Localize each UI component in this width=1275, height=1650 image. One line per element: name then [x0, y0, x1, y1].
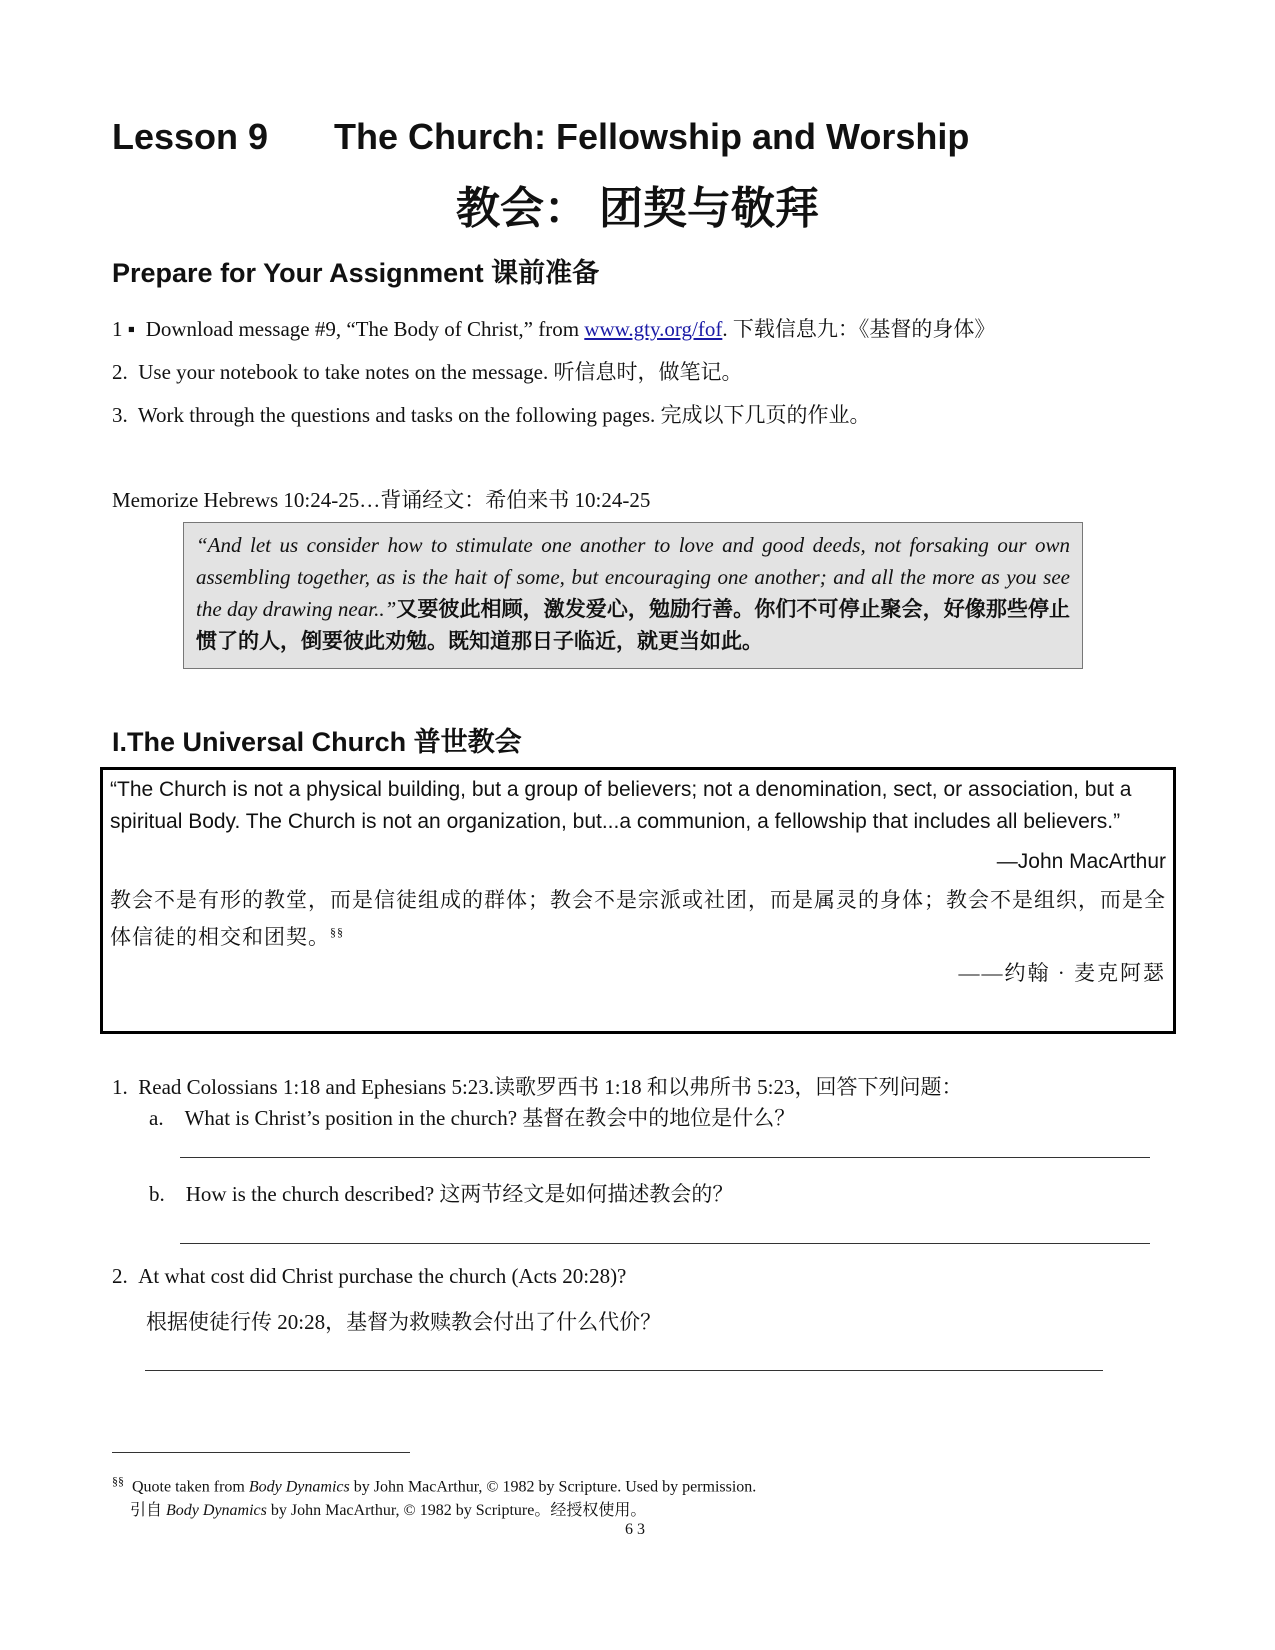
question-text: Read Colossians 1:18 and Ephesians 5:23.读歌罗西书 1:18 和以弗所书 5:23，回答下列问题： [138, 1075, 963, 1099]
question-1 [112, 1071, 962, 1101]
answer-line-1b[interactable] [180, 1243, 1150, 1244]
item-text: Download message #9, “The Body of Christ,” from [145, 317, 585, 341]
quote-author-en: —John MacArthur [996, 850, 1166, 873]
sub-letter: b. [149, 1182, 165, 1206]
question-text: At what cost did Christ purchase the church (Acts 20:28)? [138, 1264, 627, 1288]
prepare-item-2 [112, 356, 743, 386]
sub-letter: a. [149, 1106, 164, 1130]
footnote-mark: §§ [112, 1474, 124, 1488]
prepare-item-1 [112, 313, 995, 343]
lesson-title: The Church: Fellowship and Worship [334, 116, 970, 157]
quote-author-zh: ——约翰 · 麦克阿瑟 [958, 961, 1166, 985]
footnote-book: Body Dynamics [166, 1502, 267, 1519]
quote-zh-text: 教会不是有形的教堂，而是信徒组成的群体；教会不是宗派或社团，而是属灵的身体；教会不是组织，而是全体信徒的相交和团契。 [110, 888, 1166, 949]
item-number: 2. [112, 360, 128, 384]
verse-en: “And let us consider how to stimulate one another to love and good deeds, not forsaking our own assembling together, as is the hait of some, but encouraging one another; and all the more as you see the day drawing near..” [196, 533, 1070, 621]
prepare-heading: Prepare for Your Assignment 课前准备 [112, 258, 600, 288]
item-number: 3. [112, 403, 128, 427]
macarthur-quote-box [100, 767, 1176, 1034]
footnote-text: 引自 [130, 1502, 167, 1519]
footnote-line-1 [112, 1474, 756, 1496]
question-2 [112, 1264, 626, 1289]
quote-zh [110, 884, 1166, 953]
quote-en: “The Church is not a physical building, but a group of believers; not a denomination, sect, or association, but a spiritual Body. The Church is not an organization, but...a communion, a fellowship that includes all believers.” [110, 778, 1132, 833]
sub-text: How is the church described? 这两节经文是如何描述教会的？ [185, 1182, 734, 1206]
footnote-book: Body Dynamics [248, 1478, 350, 1496]
question-2-zh: 根据使徒行传 20:28，基督为救赎教会付出了什么代价？ [146, 1310, 662, 1334]
gty-link[interactable]: www.gty.org/fof [584, 317, 723, 341]
lesson-title-zh: 教会： 团契与敬拜 [456, 184, 819, 233]
footnote-text: by John MacArthur, © 1982 by Scripture. Used by permission. [349, 1478, 757, 1496]
footnote-text: Quote taken from [132, 1478, 249, 1496]
prepare-item-3 [112, 399, 871, 429]
item-text: Use your notebook to take notes on the message. 听信息时，做笔记。 [138, 360, 743, 384]
sub-text: What is Christ’s position in the church? 基督在教会中的地位是什么？ [184, 1106, 796, 1130]
question-1b [149, 1178, 733, 1208]
footnote-line-2 [130, 1497, 646, 1520]
answer-line-2[interactable] [145, 1370, 1103, 1371]
footnote-separator [112, 1452, 410, 1453]
item-number: 1 ▪ [112, 317, 136, 341]
verse-zh: 又要彼此相顾，激发爱心，勉励行善。你们不可停止聚会，好像那些停止惯了的人，倒要彼此劝勉。既知道那日子临近，就更当如此。 [196, 597, 1070, 653]
footnote-ref[interactable]: §§ [330, 925, 344, 939]
lesson-number: Lesson 9 [112, 116, 269, 157]
memorize-label: Memorize Hebrews 10:24-25…背诵经文：希伯来书 10:24-25 [112, 488, 651, 512]
item-text-zh: . 下载信息九：《基督的身体》 [722, 317, 996, 341]
question-number: 2. [112, 1264, 128, 1288]
answer-line-1a[interactable] [180, 1157, 1150, 1158]
question-number: 1. [112, 1075, 128, 1099]
footnote-text: by John MacArthur, © 1982 by Scripture。经授权使用。 [266, 1502, 647, 1519]
item-text: Work through the questions and tasks on the following pages. 完成以下几页的作业。 [137, 403, 871, 427]
memory-verse-box [183, 522, 1083, 669]
question-1a [149, 1102, 795, 1132]
section-1-heading: I.The Universal Church 普世教会 [112, 727, 522, 757]
page-number: 6 3 [625, 1521, 645, 1538]
